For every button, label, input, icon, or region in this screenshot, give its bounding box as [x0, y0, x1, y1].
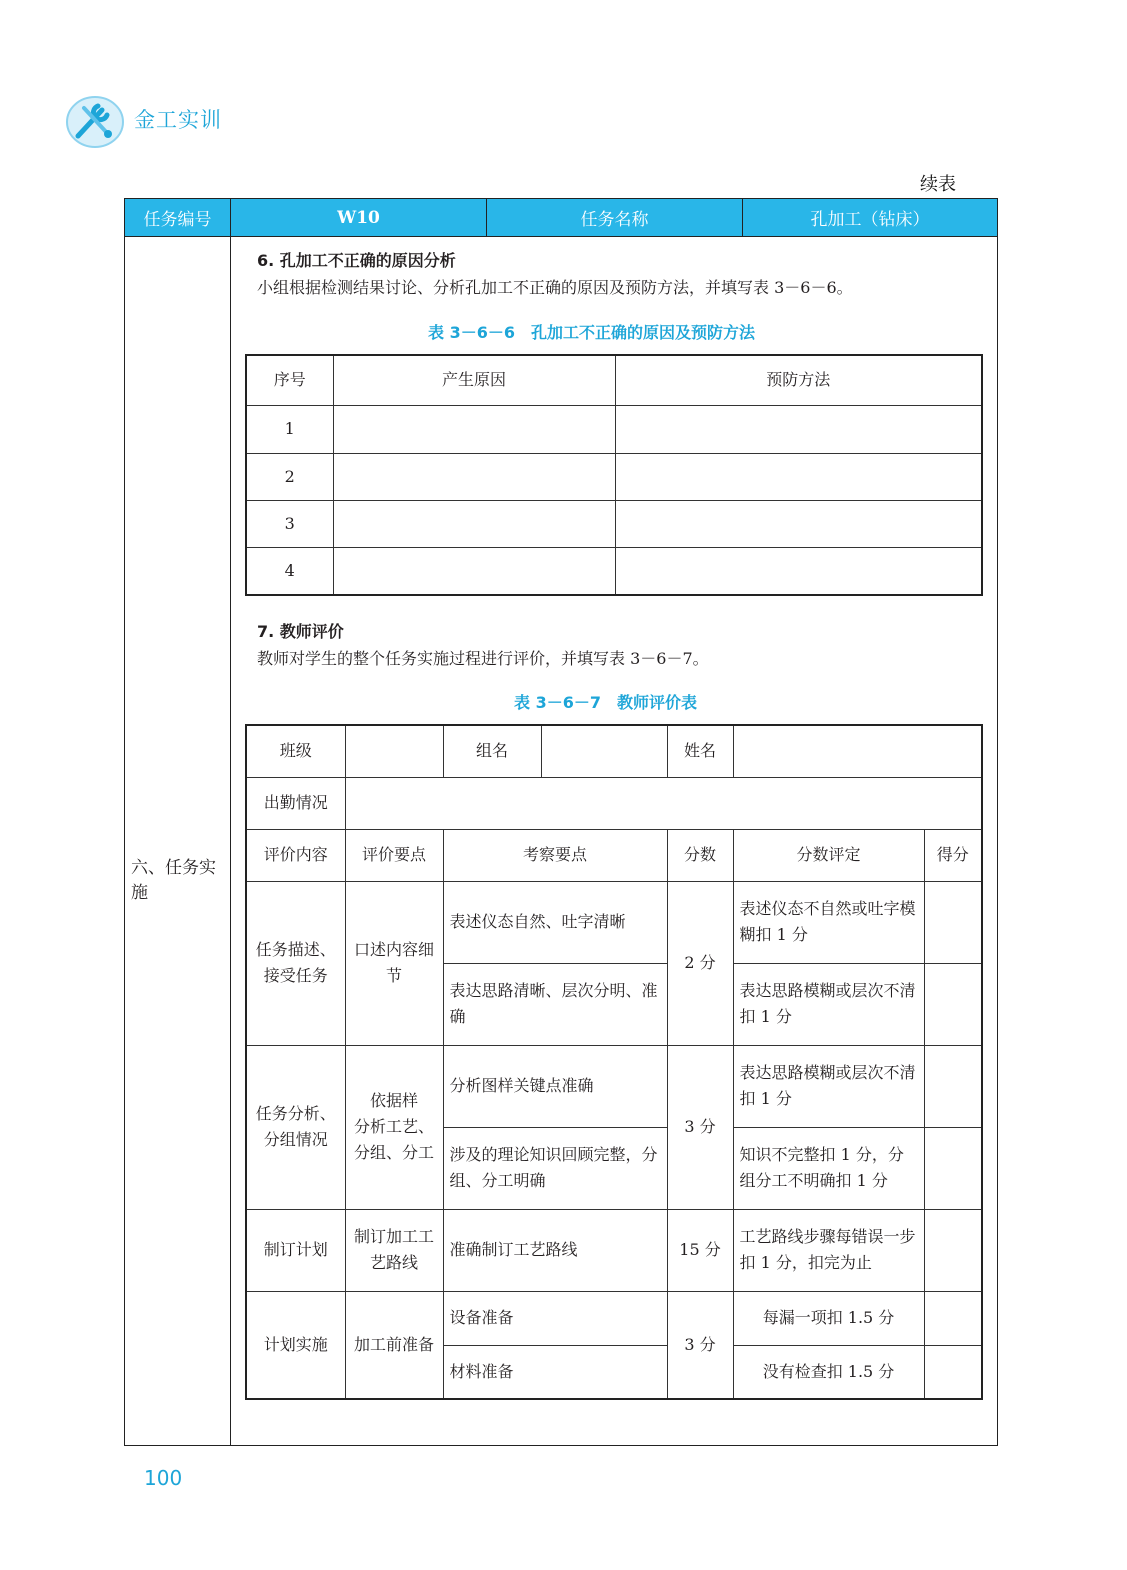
score: 15 分	[667, 1209, 733, 1291]
col-header: 序号	[246, 355, 333, 405]
cause-cell[interactable]	[333, 453, 615, 500]
eval-point: 口述内容细节	[345, 881, 443, 1045]
col-header: 分数	[667, 829, 733, 881]
table-3-6-7-caption: 表 3－6－7 教师评价表	[514, 693, 697, 712]
eval-point: 加工前准备	[345, 1291, 443, 1399]
check-point: 涉及的理论知识回顾完整，分组、分工明确	[443, 1127, 667, 1209]
name-label: 姓名	[667, 725, 733, 777]
eval-content: 任务分析、分组情况	[246, 1045, 345, 1209]
check-point: 材料准备	[443, 1345, 667, 1399]
section-label: 六、任务实施	[131, 858, 216, 903]
col-header: 评价内容	[246, 829, 345, 881]
col-header: 得分	[924, 829, 982, 881]
col-header: 评价要点	[345, 829, 443, 881]
scoring-rule: 表达思路模糊或层次不清扣 1 分	[733, 1045, 924, 1127]
prevention-cell[interactable]	[615, 405, 982, 453]
eval-point-line: 依据样	[369, 1091, 418, 1110]
col-header: 考察要点	[443, 829, 667, 881]
eval-content: 制订计划	[246, 1209, 345, 1291]
page-number: 100	[144, 1466, 183, 1490]
task-name-value: 孔加工（钻床）	[810, 210, 930, 230]
row-number: 2	[246, 453, 333, 500]
eval-point-line: 分析工艺、分组、分工	[353, 1117, 434, 1162]
group-value[interactable]	[541, 725, 667, 777]
score-cell[interactable]	[924, 1209, 982, 1291]
task-name-label: 任务名称	[487, 199, 743, 236]
cause-cell[interactable]	[333, 547, 615, 595]
check-point: 表述仪态自然、吐字清晰	[443, 881, 667, 963]
eval-content: 任务描述、接受任务	[246, 881, 345, 1045]
score: 3 分	[667, 1291, 733, 1399]
check-point: 分析图样关键点准确	[443, 1045, 667, 1127]
group-label: 组名	[443, 725, 541, 777]
check-point: 准确制订工艺路线	[443, 1209, 667, 1291]
score-cell[interactable]	[924, 1045, 982, 1127]
row-number: 1	[246, 405, 333, 453]
check-point: 设备准备	[443, 1291, 667, 1345]
teacher-evaluation-table	[245, 724, 983, 1400]
row-number: 3	[246, 500, 333, 547]
book-title: 金工实训	[134, 108, 222, 132]
eval-point	[345, 1045, 443, 1209]
prevention-cell[interactable]	[615, 453, 982, 500]
scoring-rule: 表述仪态不自然或吐字模糊扣 1 分	[733, 881, 924, 963]
continued-label: 续表	[920, 174, 956, 195]
prevention-cell[interactable]	[615, 547, 982, 595]
score-cell[interactable]	[924, 1291, 982, 1345]
cause-cell[interactable]	[333, 405, 615, 453]
col-header: 产生原因	[333, 355, 615, 405]
task-number-label: 任务编号	[125, 199, 231, 236]
attendance-label: 出勤情况	[246, 777, 345, 829]
attendance-value[interactable]	[345, 777, 982, 829]
score-cell[interactable]	[924, 963, 982, 1045]
score: 3 分	[667, 1045, 733, 1209]
scoring-rule: 知识不完整扣 1 分，分组分工不明确扣 1 分	[733, 1127, 924, 1209]
check-point: 表达思路清晰、层次分明、准确	[443, 963, 667, 1045]
score-cell[interactable]	[924, 1345, 982, 1399]
score-cell[interactable]	[924, 1127, 982, 1209]
class-label: 班级	[246, 725, 345, 777]
cause-prevention-table	[245, 354, 983, 596]
step6-text: 小组根据检测结果讨论、分析孔加工不正确的原因及预防方法，并填写表 3－6－6。	[257, 278, 853, 297]
task-header	[125, 199, 997, 237]
section-column	[125, 236, 231, 1445]
step7-text: 教师对学生的整个任务实施过程进行评价，并填写表 3－6－7。	[257, 649, 709, 668]
scoring-rule: 没有检查扣 1.5 分	[733, 1345, 924, 1399]
col-header: 预防方法	[615, 355, 982, 405]
scoring-rule: 表达思路模糊或层次不清扣 1 分	[733, 963, 924, 1045]
step6-heading: 6. 孔加工不正确的原因分析	[257, 251, 456, 270]
scoring-rule: 每漏一项扣 1.5 分	[733, 1291, 924, 1345]
eval-content: 计划实施	[246, 1291, 345, 1399]
eval-point: 制订加工工艺路线	[345, 1209, 443, 1291]
row-number: 4	[246, 547, 333, 595]
task-number-value: W10	[231, 199, 487, 236]
step7-heading: 7. 教师评价	[257, 622, 344, 641]
table-3-6-6-caption: 表 3－6－6 孔加工不正确的原因及预防方法	[428, 323, 755, 342]
scoring-rule: 工艺路线步骤每错误一步扣 1 分，扣完为止	[733, 1209, 924, 1291]
score-cell[interactable]	[924, 881, 982, 963]
name-value[interactable]	[733, 725, 982, 777]
score: 2 分	[667, 881, 733, 1045]
cause-cell[interactable]	[333, 500, 615, 547]
wrench-logo-icon	[64, 92, 126, 150]
class-value[interactable]	[345, 725, 443, 777]
prevention-cell[interactable]	[615, 500, 982, 547]
col-header: 分数评定	[733, 829, 924, 881]
